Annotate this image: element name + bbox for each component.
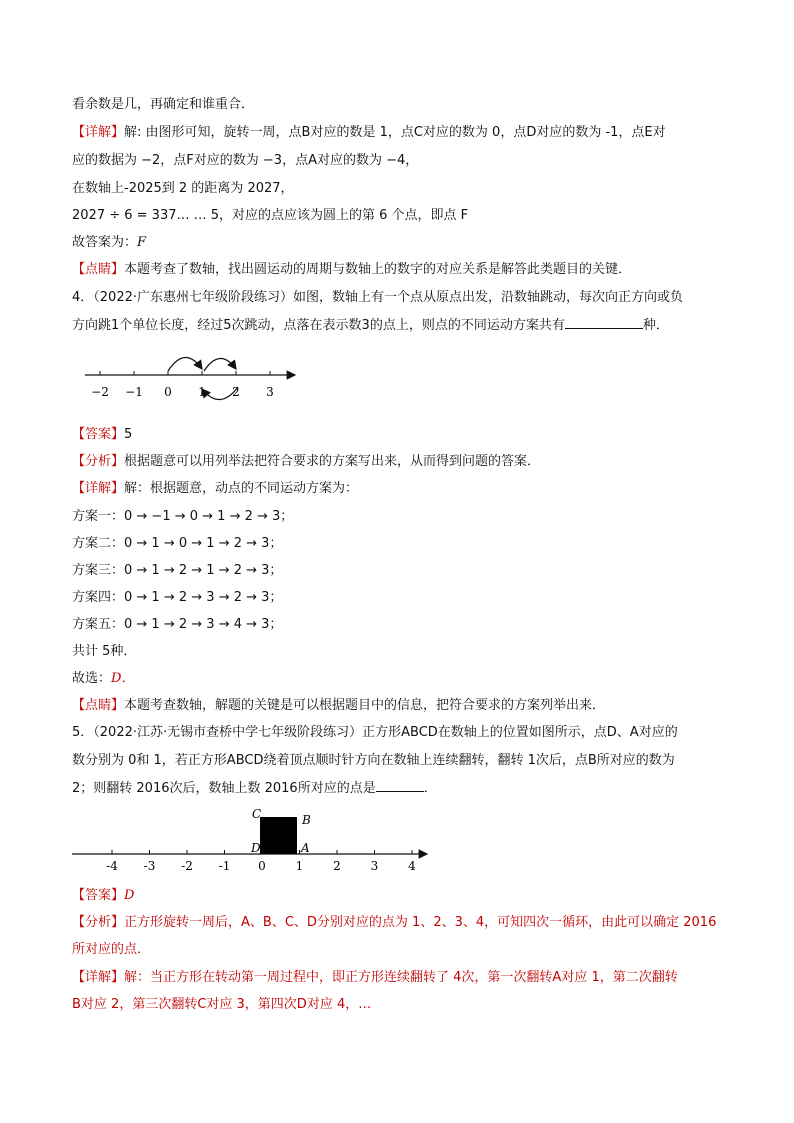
answer-line <box>72 234 146 252</box>
plan-3: 方案三：0 → 1 → 2 → 1 → 2 → 3； <box>72 563 283 578</box>
jump-arc-0-1 <box>168 357 202 371</box>
analysis-tag: 【分析】 <box>72 454 125 469</box>
plan-4: 方案四：0 → 1 → 2 → 3 → 2 → 3； <box>72 590 283 605</box>
number-line-figure-1 <box>80 345 310 405</box>
answer-label: 故答案为： <box>72 235 138 250</box>
text-line: 看余数是几，再确定和谁重合． <box>72 97 255 112</box>
fig1-tick-label: −1 <box>125 385 143 399</box>
detail-line <box>72 480 358 498</box>
analysis-line: 所对应的点． <box>72 942 151 957</box>
question-4-line: 4．（2022·广东惠州七年级阶段练习）如图，数轴上有一个点从原点出发，沿数轴跳动，每次向正方向或负 <box>72 290 683 305</box>
detail-line: B对应 2，第三次翻转C对应 3，第四次D对应 4，… <box>72 997 372 1012</box>
fig1-tick-label: 0 <box>164 385 172 399</box>
fig1-tick-label: 3 <box>266 385 274 399</box>
text-line: 在数轴上-2025到 2 的距离为 2027， <box>72 181 294 196</box>
fig2-tick-label: 3 <box>370 859 379 873</box>
answer-text: D <box>124 888 135 903</box>
question-text: 种． <box>642 318 669 333</box>
answer-line <box>72 887 134 905</box>
fig2-tick-label: -2 <box>181 859 193 873</box>
text-line: 应的数据为 −2，点F对应的数为 −3，点A对应的数为 −4， <box>72 153 419 168</box>
detail-text: 解：当正方形在转动第一周过程中，即正方形连续翻转了 4次，第一次翻转A对应 1，第二次翻转 <box>124 970 678 985</box>
fig2-tick-label: 0 <box>258 859 266 873</box>
detail-line <box>72 124 666 142</box>
plan-5: 方案五：0 → 1 → 2 → 3 → 4 → 3； <box>72 617 283 632</box>
fig1-tick-label: −2 <box>91 385 109 399</box>
choice-value: D． <box>111 671 135 686</box>
vertex-c-label: C <box>252 807 262 821</box>
comment-tag: 【点睛】 <box>72 262 125 277</box>
answer-value: F <box>137 235 147 250</box>
detail-tag: 【详解】 <box>72 481 125 496</box>
analysis-text: 根据题意可以用列举法把符合要求的方案写出来，从而得到问题的答案． <box>124 454 541 469</box>
answer-text: 5 <box>124 427 133 442</box>
vertex-b-label: B <box>302 813 311 827</box>
fig2-tick-label: -4 <box>106 859 118 873</box>
analysis-line <box>72 453 540 471</box>
plan-2: 方案二：0 → 1 → 0 → 1 → 2 → 3； <box>72 536 283 551</box>
jump-arc-1-2 <box>204 358 236 371</box>
fig1-tick-label: 1 <box>198 385 206 399</box>
question-text: ． <box>423 781 437 796</box>
answer-blank <box>565 316 643 329</box>
number-line-figure-2 <box>72 806 442 876</box>
analysis-tag: 【分析】 <box>72 915 125 930</box>
question-text: 方向跳1个单位长度，经过5次跳动，点落在表示数3的点上，则点的不同运动方案共有 <box>72 318 565 333</box>
fig2-tick-label: 1 <box>295 859 304 873</box>
text-line: 2027 ÷ 6 = 337… … 5，对应的点应该为圆上的第 6 个点，即点 F <box>72 208 469 223</box>
fig2-tick-label: -3 <box>143 859 156 873</box>
answer-line <box>72 426 132 444</box>
detail-tag: 【详解】 <box>72 125 125 140</box>
comment-line <box>72 261 631 279</box>
square-abcd <box>260 817 297 854</box>
vertex-d-label: D <box>251 841 261 855</box>
detail-text: 解: 由图形可知，旋转一周，点B对应的数是 1，点C对应的数为 0，点D对应的数为 -1，点E对 <box>124 125 666 140</box>
answer-tag: 【答案】 <box>72 427 125 442</box>
question-5-line <box>72 779 437 798</box>
question-4-line <box>72 316 669 335</box>
detail-line <box>72 969 678 987</box>
detail-tag: 【详解】 <box>72 970 125 985</box>
comment-tag: 【点睛】 <box>72 698 125 713</box>
comment-text: 本题考查了数轴，找出圆运动的周期与数轴上的数字的对应关系是解答此类题目的关键． <box>124 262 632 277</box>
choice-label: 故选： <box>72 671 112 686</box>
vertex-a-label: A <box>301 841 310 855</box>
fig2-tick-label: -1 <box>218 859 231 873</box>
choice-line <box>72 670 134 688</box>
plan-1: 方案一：0 → −1 → 0 → 1 → 2 → 3； <box>72 509 294 524</box>
question-text: 2；则翻转 2016次后，数轴上数 2016所对应的点是 <box>72 781 376 796</box>
answer-blank <box>376 779 424 792</box>
answer-tag: 【答案】 <box>72 888 125 903</box>
comment-text: 本题考查数轴，解题的关键是可以根据题目中的信息，把符合要求的方案列举出来． <box>124 698 606 713</box>
fig2-tick-label: 2 <box>333 859 341 873</box>
total-line: 共计 5种． <box>72 644 137 659</box>
fig1-tick-label: 2 <box>232 385 240 399</box>
analysis-line <box>72 914 716 932</box>
fig2-tick-label: 4 <box>408 859 416 873</box>
comment-line <box>72 697 605 715</box>
analysis-text: 正方形旋转一周后，A、B、C、D分别对应的点为 1、2、3、4，可知四次一循环，由此可以确定 2016 <box>124 915 717 930</box>
question-5-line: 数分别为 0和 1，若正方形ABCD绕着顶点顺时针方向在数轴上连续翻转，翻转 1次后，点B所对应的数为 <box>72 753 675 768</box>
question-5-line: 5．（2022·江苏·无锡市查桥中学七年级阶段练习）正方形ABCD在数轴上的位置如图所示，点D、A对应的 <box>72 725 678 740</box>
detail-text: 解：根据题意，动点的不同运动方案为： <box>124 481 359 496</box>
